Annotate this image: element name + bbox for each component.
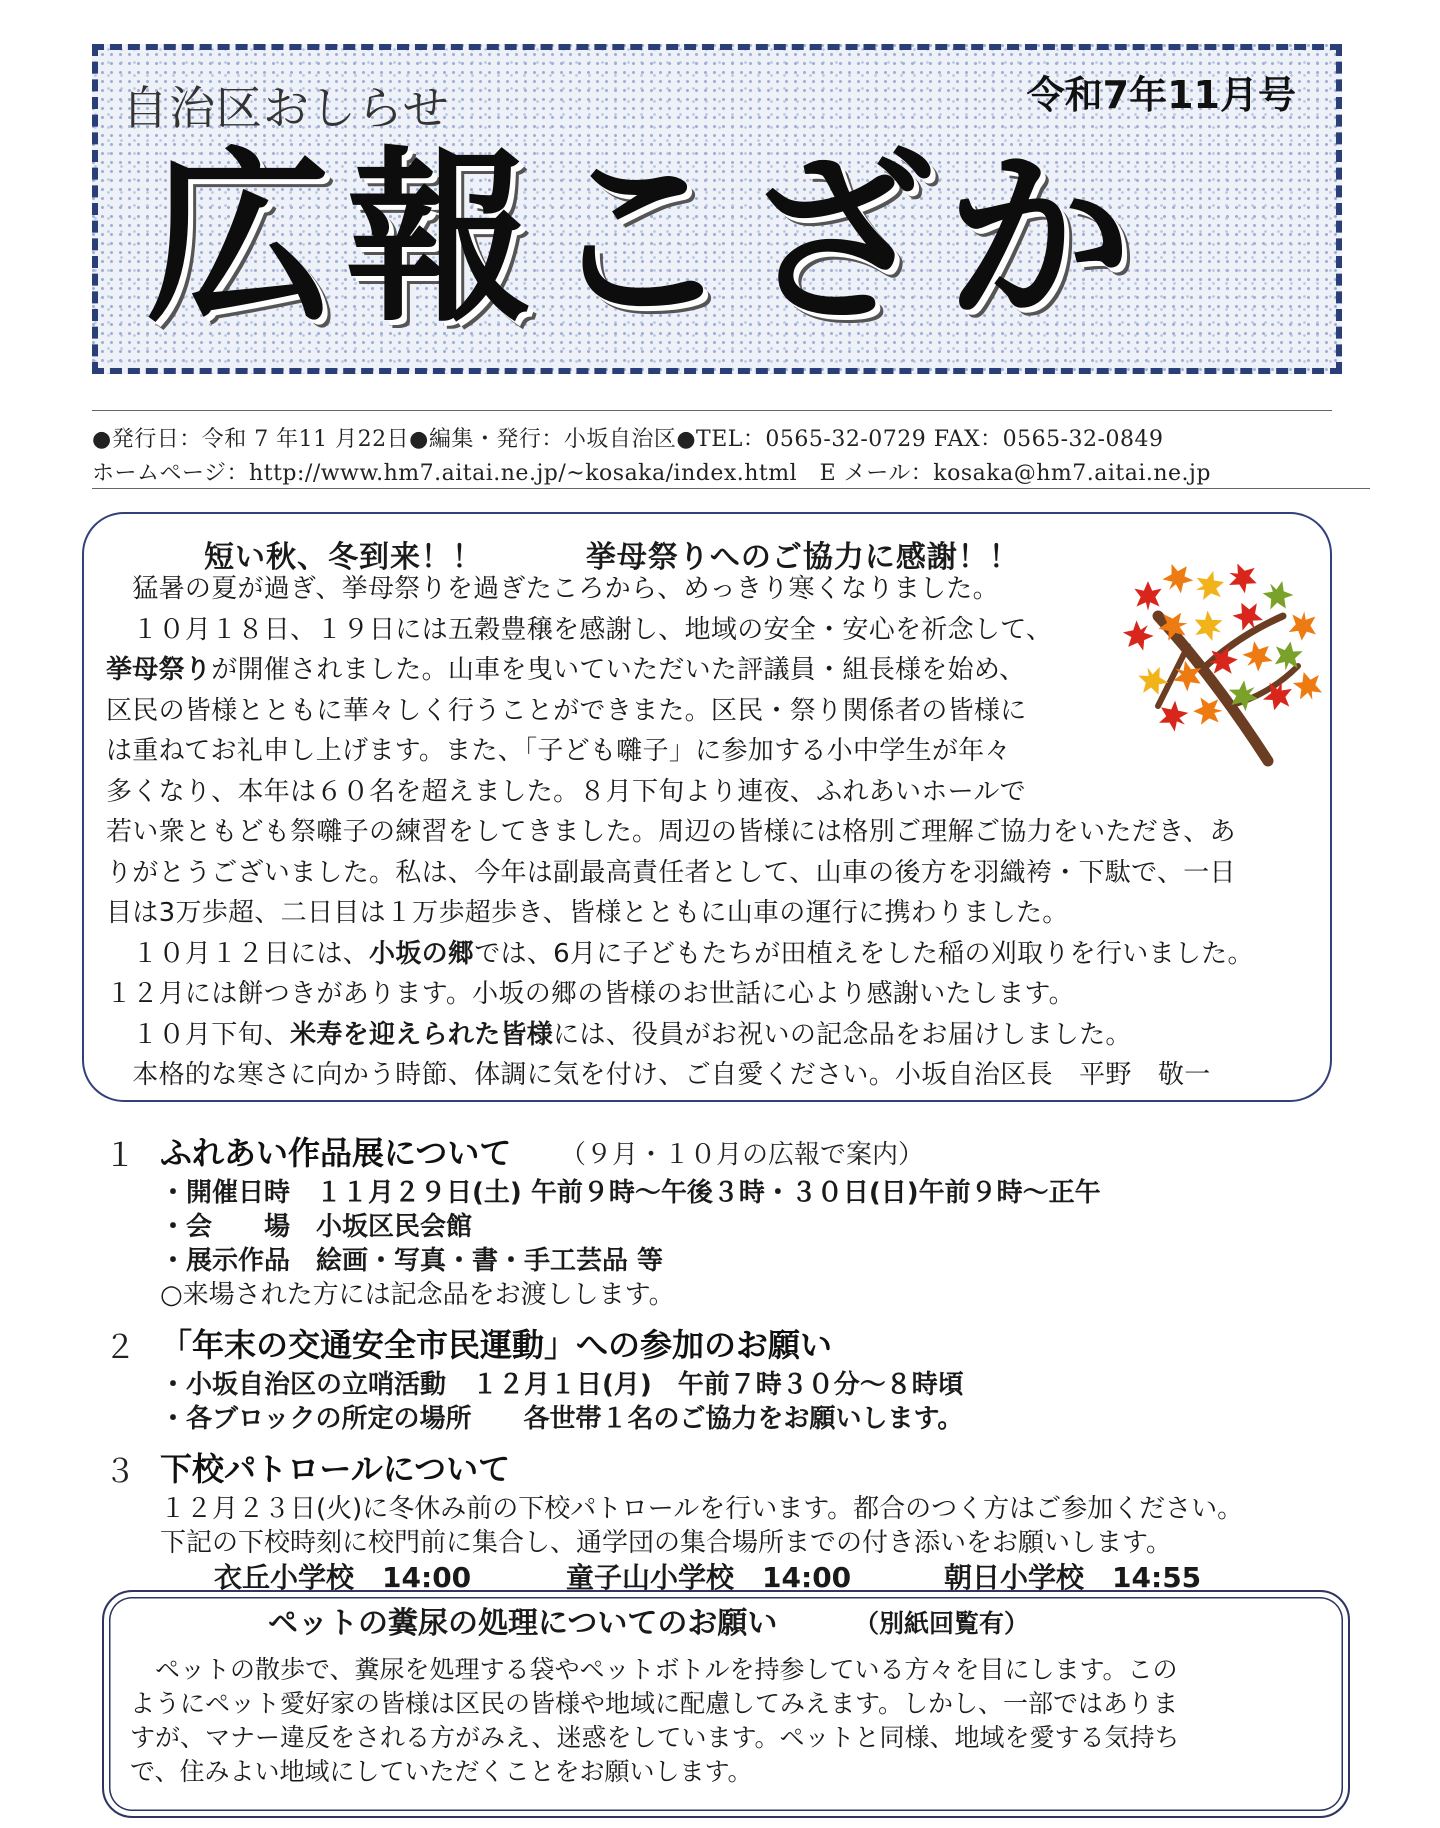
greeting-line-text: １０月１８日、１９日には五穀豊穣を感謝し、地域の安全・安心を祈念して、 (106, 614, 1053, 645)
pet-notice-line: ようにペット愛好家の皆様は区民の皆様や地域に配慮してみえます。しかし、一部ではありま (130, 1689, 1179, 1718)
greeting-line (106, 609, 1052, 646)
greeting-line (106, 892, 1069, 929)
item-1-title: ふれあい作品展について (160, 1134, 512, 1172)
greeting-line (106, 1054, 1211, 1091)
item-2-line: ・各ブロックの所定の場所 各世帯１名のご協力をお願いします。 (160, 1404, 964, 1434)
maple-leaf-icon (1193, 697, 1223, 725)
item-1-line: ・会 場 小坂区民会館 (160, 1212, 473, 1242)
greeting-line (106, 730, 1011, 767)
maple-leaf-icon (1259, 576, 1298, 615)
newsletter-title: 広報こざか (146, 130, 1147, 347)
greeting-line-text: １０月下旬、 (106, 1019, 291, 1050)
greeting-line-emphasis: 小坂の郷 (369, 938, 475, 969)
item-1-line: ・展示作品 絵画・写真・書・手工芸品 等 (160, 1246, 664, 1276)
greeting-line (106, 649, 1025, 686)
divider-top (92, 410, 1332, 411)
issue-label: 令和7年11月号 (1026, 73, 1296, 117)
maple-leaf-icon (1134, 581, 1161, 610)
pet-notice-note: （別紙回覧有） (854, 1609, 1030, 1638)
item-2-line: ・小坂自治区の立哨活動 １２月１日(月) 午前７時３０分～８時頃 (160, 1370, 964, 1400)
greeting-line-text: 多くなり、本年は６０名を超えました。８月下旬より連夜、ふれあいホールで (106, 776, 1026, 807)
maple-leaf-icon (1238, 636, 1278, 676)
greeting-line (106, 811, 1236, 848)
greeting-line-text: 若い衆ともども祭囃子の練習をしてきました。周辺の皆様には格別ご理解ご協力をいただき、あ (106, 817, 1236, 847)
greeting-line-text: 目は3万歩超、二日目は１万歩超歩き、皆様とともに山車の運行に携わりました。 (106, 898, 1069, 928)
maple-leaf-icon (1291, 668, 1326, 704)
item-1-line: ・開催日時 １１月２９日(土) 午前９時～午後３時・３０日(日)午前９時～正午 (160, 1178, 1101, 1208)
greeting-line-text: １２月には餅つきがあります。小坂の郷の皆様のお世話に心より感謝いたします。 (106, 979, 1075, 1009)
masthead-banner (92, 44, 1342, 374)
school-name: 童子山小学校 (566, 1561, 735, 1594)
maple-leaf-icon (1118, 616, 1158, 656)
greeting-line-text: には、役員がお祝いの記念品をお届けしました。 (553, 1019, 1132, 1050)
pet-notice-title: ペットの糞尿の処理についてのお願い (268, 1606, 778, 1641)
greeting-line (106, 1014, 1132, 1051)
school-time: 14:00 (762, 1561, 852, 1594)
item-3-title: 下校パトロールについて (160, 1450, 511, 1488)
masthead-kicker: 自治区おしらせ (122, 81, 450, 135)
school-name: 衣丘小学校 (214, 1561, 355, 1594)
pet-notice-line: で、住みよい地域にしていただくことをお願いします。 (130, 1757, 753, 1786)
greeting-line-text: １０月１２日には、 (106, 938, 370, 969)
publication-info: ●発行日：令和 7 年11 月22日●編集・発行：小坂自治区●TEL：0565-32-0729 FAX：0565-32-0849 (92, 427, 1164, 452)
school-time: 14:55 (1112, 1561, 1202, 1594)
item-3-line: １２月２３日(火)に冬休み前の下校パトロールを行います。都合のつく方はご参加ください。 (160, 1494, 1244, 1524)
maple-tree-illustration (1118, 556, 1328, 776)
greeting-heading-right: 挙母祭りへのご協力に感謝！！ (585, 540, 1020, 575)
greeting-line-text: は重ねてお礼申し上げます。また、「子ども囃子」に参加する小中学生が年々 (106, 736, 1011, 766)
divider-bottom (92, 488, 1370, 489)
item-1-number: １ (104, 1136, 137, 1174)
item-3-number: ３ (104, 1452, 137, 1490)
maple-leaf-icon (1224, 560, 1261, 596)
greeting-line (106, 690, 1027, 727)
greeting-line (106, 933, 1254, 970)
item-1-line: ○来場された方には記念品をお渡しします。 (160, 1280, 675, 1310)
greeting-heading-left: 短い秋、冬到来！！ (204, 540, 483, 575)
pet-notice-line: ペットの散歩で、糞尿を処理する袋やペットボトルを持参している方々を目にします。この (130, 1655, 1178, 1684)
school-name: 朝日小学校 (944, 1561, 1085, 1594)
school-time: 14:00 (382, 1561, 472, 1594)
greeting-line-text: 猛暑の夏が過ぎ、挙母祭りを過ぎたころから、めっきり寒くなりました。 (106, 574, 999, 604)
maple-leaf-icon (1288, 610, 1318, 642)
greeting-line-emphasis: 米寿を迎えられた皆様 (290, 1019, 554, 1050)
greeting-line (106, 568, 999, 605)
greeting-line-text: りがとうございました。私は、今年は副最高責任者として、山車の後方を羽織袴・下駄で、一日 (106, 857, 1236, 888)
item-1-note: （９月・１０月の広報で案内） (560, 1140, 925, 1170)
contact-info: ホームページ：http://www.hm7.aitai.ne.jp/~kosaka/index.html E メール：kosaka@hm7.aitai.ne.jp (92, 461, 1211, 486)
item-2-title: 「年末の交通安全市民運動」への参加のお願い (160, 1326, 833, 1364)
item-3-line: 下記の下校時刻に校門前に集合し、通学団の集合場所までの付き添いをお願いします。 (160, 1528, 1172, 1558)
maple-leaf-icon (1192, 569, 1228, 603)
greeting-line-text: 区民の皆様とともに華々しく行うことができまた。区民・祭り関係者の皆様に (106, 695, 1027, 726)
pet-notice-line: すが、マナー違反をされる方がみえ、迷惑をしています。ペットと同様、地域を愛する気持ち (130, 1723, 1180, 1752)
greeting-line-text: が開催されました。山車を曳いていただいた評議員・組長様を始め、 (211, 655, 1026, 685)
item-2-number: ２ (104, 1328, 137, 1366)
greeting-line (106, 852, 1236, 889)
greeting-line (106, 973, 1075, 1010)
greeting-line-text: 本格的な寒さに向かう時節、体調に気を付け、ご自愛ください。小坂自治区長 平野 敬一 (106, 1060, 1211, 1090)
greeting-line-text: では、6月に子どもたちが田植えをした稲の刈取りを行いました。 (474, 938, 1254, 969)
greeting-line-emphasis: 挙母祭り (106, 655, 212, 685)
maple-leaf-icon (1158, 558, 1197, 598)
maple-leaf-icon (1189, 607, 1227, 644)
greeting-line (106, 771, 1026, 808)
